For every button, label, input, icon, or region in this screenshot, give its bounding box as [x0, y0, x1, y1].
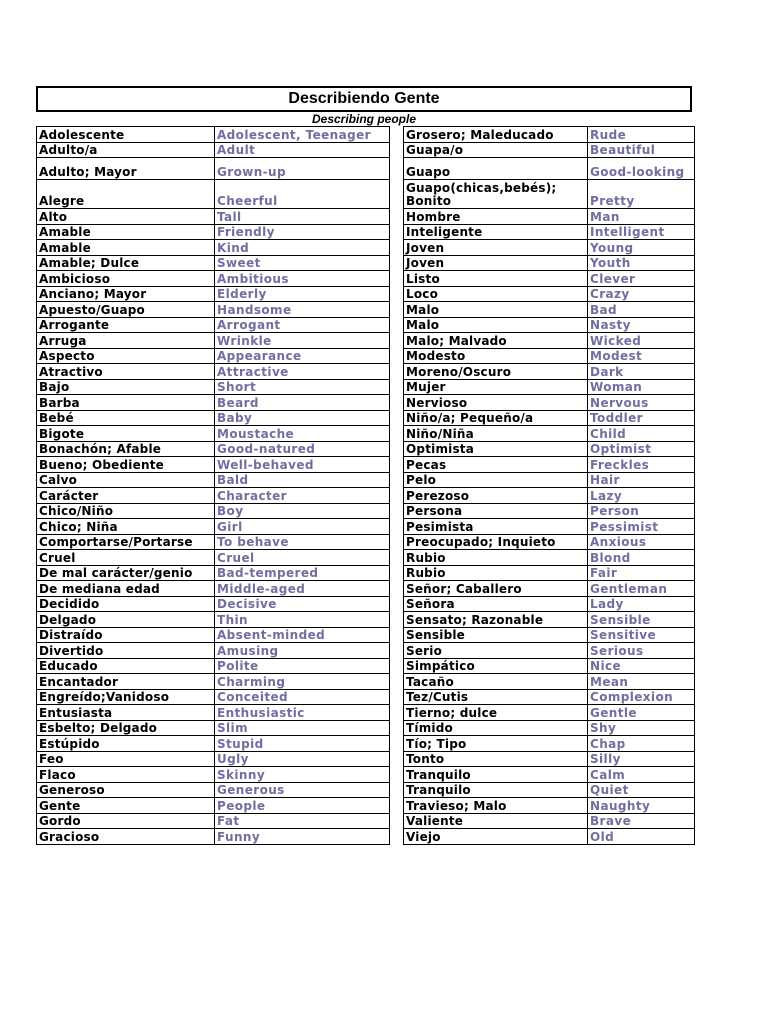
vocab-row — [37, 180, 390, 209]
english-translation: Sensible — [588, 612, 695, 628]
english-translation: Conceited — [215, 689, 390, 705]
vocab-row — [404, 240, 695, 256]
english-translation: Lady — [588, 596, 695, 612]
spanish-term: De mediana edad — [37, 581, 215, 597]
vocab-row — [37, 457, 390, 473]
vocab-row — [37, 829, 390, 845]
spanish-term: Pelo — [404, 472, 588, 488]
vocab-row — [37, 333, 390, 349]
vocab-row — [37, 581, 390, 597]
vocab-row — [404, 534, 695, 550]
vocab-row — [37, 705, 390, 721]
vocab-row — [37, 410, 390, 426]
english-translation: Man — [588, 209, 695, 225]
vocab-row — [404, 441, 695, 457]
spanish-term: Simpático — [404, 658, 588, 674]
spanish-term: Alegre — [37, 180, 215, 209]
english-translation: Friendly — [215, 224, 390, 240]
spanish-term: Serio — [404, 643, 588, 659]
vocab-row — [37, 426, 390, 442]
vocab-row — [404, 302, 695, 318]
vocab-row — [37, 286, 390, 302]
spanish-term: Amable — [37, 224, 215, 240]
english-translation: Optimist — [588, 441, 695, 457]
english-translation: Old — [588, 829, 695, 845]
english-translation: Modest — [588, 348, 695, 364]
english-translation: Complexion — [588, 689, 695, 705]
vocab-row — [37, 550, 390, 566]
english-translation: Good-looking — [588, 158, 695, 180]
spanish-term: Bebé — [37, 410, 215, 426]
english-translation: Adolescent, Teenager — [215, 127, 390, 143]
english-translation: Rude — [588, 127, 695, 143]
spanish-term: Rubio — [404, 550, 588, 566]
english-translation: Short — [215, 379, 390, 395]
spanish-term: Chico; Niña — [37, 519, 215, 535]
spanish-term: Adulto; Mayor — [37, 158, 215, 180]
spanish-term: Tierno; dulce — [404, 705, 588, 721]
english-translation: Wrinkle — [215, 333, 390, 349]
vocab-row — [37, 643, 390, 659]
english-translation: Calm — [588, 767, 695, 783]
spanish-term: Decidido — [37, 596, 215, 612]
english-translation: Blond — [588, 550, 695, 566]
spanish-term: Ambicioso — [37, 271, 215, 287]
english-translation: Enthusiastic — [215, 705, 390, 721]
vocab-row — [37, 674, 390, 690]
vocab-row — [37, 813, 390, 829]
vocab-row — [37, 503, 390, 519]
english-translation: Middle-aged — [215, 581, 390, 597]
spanish-term: Alto — [37, 209, 215, 225]
english-translation: Beard — [215, 395, 390, 411]
english-translation: Pretty — [588, 180, 695, 209]
vocab-row — [404, 689, 695, 705]
vocab-row — [404, 333, 695, 349]
vocab-row — [404, 658, 695, 674]
vocab-row — [404, 364, 695, 380]
english-translation: Decisive — [215, 596, 390, 612]
vocab-row — [404, 627, 695, 643]
spanish-term: Listo — [404, 271, 588, 287]
spanish-term: Mujer — [404, 379, 588, 395]
english-translation: Skinny — [215, 767, 390, 783]
spanish-term: Guapo — [404, 158, 588, 180]
english-translation: Clever — [588, 271, 695, 287]
english-translation: Youth — [588, 255, 695, 271]
vocab-row — [404, 736, 695, 752]
vocab-row — [37, 565, 390, 581]
english-translation: Grown-up — [215, 158, 390, 180]
vocab-row — [404, 503, 695, 519]
vocab-row — [404, 224, 695, 240]
vocab-row — [404, 286, 695, 302]
vocab-row — [37, 658, 390, 674]
spanish-term: Delgado — [37, 612, 215, 628]
english-translation: Character — [215, 488, 390, 504]
vocab-row — [37, 302, 390, 318]
english-translation: Baby — [215, 410, 390, 426]
english-translation: Adult — [215, 142, 390, 158]
english-translation: Generous — [215, 782, 390, 798]
spanish-term: Inteligente — [404, 224, 588, 240]
vocab-row — [37, 596, 390, 612]
english-translation: Slim — [215, 720, 390, 736]
vocab-row — [37, 379, 390, 395]
spanish-term: Generoso — [37, 782, 215, 798]
spanish-term: Atractivo — [37, 364, 215, 380]
spanish-term: Valiente — [404, 813, 588, 829]
vocab-row — [404, 798, 695, 814]
english-translation: Pessimist — [588, 519, 695, 535]
vocab-row — [404, 565, 695, 581]
vocab-row — [404, 612, 695, 628]
spanish-term: Bajo — [37, 379, 215, 395]
spanish-term: Sensato; Razonable — [404, 612, 588, 628]
vocab-row — [37, 689, 390, 705]
vocab-row — [37, 627, 390, 643]
english-translation: Appearance — [215, 348, 390, 364]
english-translation: Brave — [588, 813, 695, 829]
english-translation: Beautiful — [588, 142, 695, 158]
vocab-row — [404, 271, 695, 287]
spanish-term: Feo — [37, 751, 215, 767]
spanish-term: Hombre — [404, 209, 588, 225]
english-translation: Toddler — [588, 410, 695, 426]
spanish-term: Flaco — [37, 767, 215, 783]
spanish-term: Guapo(chicas,bebés); Bonito — [404, 180, 588, 209]
page-subtitle: Describing people — [311, 112, 417, 126]
vocab-row — [37, 767, 390, 783]
english-translation: Amusing — [215, 643, 390, 659]
spanish-term: Niño/a; Pequeño/a — [404, 410, 588, 426]
spanish-term: Distraído — [37, 627, 215, 643]
english-translation: Bald — [215, 472, 390, 488]
vocab-row — [37, 127, 390, 143]
spanish-term: Tacaño — [404, 674, 588, 690]
english-translation: Anxious — [588, 534, 695, 550]
spanish-term: Calvo — [37, 472, 215, 488]
page-title: Describiendo Gente — [36, 86, 692, 112]
vocab-row — [404, 519, 695, 535]
spanish-term: Tímido — [404, 720, 588, 736]
vocab-row — [37, 798, 390, 814]
english-translation: Thin — [215, 612, 390, 628]
vocab-row — [404, 550, 695, 566]
spanish-term: Tonto — [404, 751, 588, 767]
english-translation: Child — [588, 426, 695, 442]
spanish-term: Comportarse/Portarse — [37, 534, 215, 550]
vocab-row — [404, 720, 695, 736]
vocab-row — [404, 395, 695, 411]
english-translation: Mean — [588, 674, 695, 690]
english-translation: Polite — [215, 658, 390, 674]
spanish-term: Malo — [404, 302, 588, 318]
spanish-term: Moreno/Oscuro — [404, 364, 588, 380]
vocab-row — [404, 674, 695, 690]
english-translation: To behave — [215, 534, 390, 550]
spanish-term: Barba — [37, 395, 215, 411]
vocab-row — [404, 127, 695, 143]
spanish-term: Amable; Dulce — [37, 255, 215, 271]
spanish-term: Optimista — [404, 441, 588, 457]
vocab-row — [37, 240, 390, 256]
spanish-term: Anciano; Mayor — [37, 286, 215, 302]
vocab-row — [404, 426, 695, 442]
spanish-term: Guapa/o — [404, 142, 588, 158]
english-translation: Serious — [588, 643, 695, 659]
english-translation: Wicked — [588, 333, 695, 349]
english-translation: Hair — [588, 472, 695, 488]
english-translation: Person — [588, 503, 695, 519]
spanish-term: Viejo — [404, 829, 588, 845]
vocab-row — [37, 142, 390, 158]
spanish-term: Apuesto/Guapo — [37, 302, 215, 318]
vocab-row — [37, 519, 390, 535]
spanish-term: Rubio — [404, 565, 588, 581]
english-translation: Ugly — [215, 751, 390, 767]
english-translation: Kind — [215, 240, 390, 256]
english-translation: Attractive — [215, 364, 390, 380]
spanish-term: Entusiasta — [37, 705, 215, 721]
vocab-row — [404, 142, 695, 158]
spanish-term: Encantador — [37, 674, 215, 690]
vocab-row — [404, 581, 695, 597]
vocab-row — [404, 472, 695, 488]
vocab-row — [37, 782, 390, 798]
spanish-term: De mal carácter/genio — [37, 565, 215, 581]
spanish-term: Pecas — [404, 457, 588, 473]
spanish-term: Preocupado; Inquieto — [404, 534, 588, 550]
vocab-row — [404, 488, 695, 504]
spanish-term: Engreído;Vanidoso — [37, 689, 215, 705]
vocab-row — [404, 813, 695, 829]
vocab-row — [37, 612, 390, 628]
spanish-term: Gracioso — [37, 829, 215, 845]
english-translation: Cruel — [215, 550, 390, 566]
vocab-row — [404, 643, 695, 659]
spanish-term: Gente — [37, 798, 215, 814]
english-translation: Quiet — [588, 782, 695, 798]
english-translation: Funny — [215, 829, 390, 845]
spanish-term: Educado — [37, 658, 215, 674]
english-translation: Good-natured — [215, 441, 390, 457]
spanish-term: Tranquilo — [404, 767, 588, 783]
spanish-term: Arrogante — [37, 317, 215, 333]
english-translation: Sensitive — [588, 627, 695, 643]
english-translation: Moustache — [215, 426, 390, 442]
vocab-row — [37, 395, 390, 411]
left-vocabulary-table — [36, 126, 390, 845]
vocab-row — [404, 209, 695, 225]
english-translation: Charming — [215, 674, 390, 690]
english-translation: Fat — [215, 813, 390, 829]
vocab-row — [404, 317, 695, 333]
vocab-row — [37, 348, 390, 364]
spanish-term: Señor; Caballero — [404, 581, 588, 597]
spanish-term: Cruel — [37, 550, 215, 566]
spanish-term: Gordo — [37, 813, 215, 829]
spanish-term: Malo — [404, 317, 588, 333]
english-translation: People — [215, 798, 390, 814]
english-translation: Handsome — [215, 302, 390, 318]
vocab-row — [37, 271, 390, 287]
spanish-term: Adolescente — [37, 127, 215, 143]
vocab-row — [404, 379, 695, 395]
spanish-term: Aspecto — [37, 348, 215, 364]
vocab-row — [37, 720, 390, 736]
english-translation: Nervous — [588, 395, 695, 411]
vocab-row — [404, 596, 695, 612]
english-translation: Cheerful — [215, 180, 390, 209]
english-translation: Girl — [215, 519, 390, 535]
english-translation: Fair — [588, 565, 695, 581]
spanish-term: Persona — [404, 503, 588, 519]
english-translation: Nice — [588, 658, 695, 674]
vocab-row — [404, 255, 695, 271]
vocab-row — [37, 488, 390, 504]
english-translation: Bad — [588, 302, 695, 318]
spanish-term: Modesto — [404, 348, 588, 364]
english-translation: Absent-minded — [215, 627, 390, 643]
vocab-row — [37, 209, 390, 225]
vocab-row — [37, 751, 390, 767]
english-translation: Well-behaved — [215, 457, 390, 473]
english-translation: Gentleman — [588, 581, 695, 597]
vocab-row — [404, 457, 695, 473]
english-translation: Freckles — [588, 457, 695, 473]
vocab-row — [404, 767, 695, 783]
english-translation: Ambitious — [215, 271, 390, 287]
spanish-term: Esbelto; Delgado — [37, 720, 215, 736]
spanish-term: Malo; Malvado — [404, 333, 588, 349]
spanish-term: Estúpido — [37, 736, 215, 752]
vocab-row — [37, 441, 390, 457]
vocab-row — [37, 158, 390, 180]
spanish-term: Bueno; Obediente — [37, 457, 215, 473]
vocab-row — [37, 472, 390, 488]
vocab-row — [404, 158, 695, 180]
spanish-term: Tez/Cutis — [404, 689, 588, 705]
vocab-row — [37, 534, 390, 550]
english-translation: Naughty — [588, 798, 695, 814]
right-vocabulary-table — [403, 126, 695, 845]
vocab-row — [404, 751, 695, 767]
vocab-row — [37, 255, 390, 271]
vocab-row — [404, 180, 695, 209]
english-translation: Crazy — [588, 286, 695, 302]
vocab-row — [404, 829, 695, 845]
vocab-row — [404, 782, 695, 798]
spanish-term: Adulto/a — [37, 142, 215, 158]
spanish-term: Divertido — [37, 643, 215, 659]
spanish-term: Travieso; Malo — [404, 798, 588, 814]
english-translation: Silly — [588, 751, 695, 767]
vocab-row — [404, 348, 695, 364]
english-translation: Nasty — [588, 317, 695, 333]
spanish-term: Tío; Tipo — [404, 736, 588, 752]
vocab-row — [404, 705, 695, 721]
spanish-term: Niño/Niña — [404, 426, 588, 442]
english-translation: Chap — [588, 736, 695, 752]
spanish-term: Bigote — [37, 426, 215, 442]
spanish-term: Joven — [404, 255, 588, 271]
english-translation: Lazy — [588, 488, 695, 504]
english-translation: Bad-tempered — [215, 565, 390, 581]
spanish-term: Pesimista — [404, 519, 588, 535]
spanish-term: Chico/Niño — [37, 503, 215, 519]
english-translation: Stupid — [215, 736, 390, 752]
english-translation: Intelligent — [588, 224, 695, 240]
english-translation: Boy — [215, 503, 390, 519]
english-translation: Young — [588, 240, 695, 256]
spanish-term: Señora — [404, 596, 588, 612]
vocab-row — [37, 224, 390, 240]
spanish-term: Sensible — [404, 627, 588, 643]
vocab-row — [37, 317, 390, 333]
spanish-term: Carácter — [37, 488, 215, 504]
english-translation: Dark — [588, 364, 695, 380]
english-translation: Sweet — [215, 255, 390, 271]
english-translation: Shy — [588, 720, 695, 736]
english-translation: Gentle — [588, 705, 695, 721]
vocab-row — [37, 364, 390, 380]
english-translation: Arrogant — [215, 317, 390, 333]
spanish-term: Nervioso — [404, 395, 588, 411]
vocab-row — [404, 410, 695, 426]
spanish-term: Perezoso — [404, 488, 588, 504]
english-translation: Elderly — [215, 286, 390, 302]
spanish-term: Tranquilo — [404, 782, 588, 798]
english-translation: Woman — [588, 379, 695, 395]
spanish-term: Arruga — [37, 333, 215, 349]
spanish-term: Amable — [37, 240, 215, 256]
english-translation: Tall — [215, 209, 390, 225]
spanish-term: Joven — [404, 240, 588, 256]
spanish-term: Loco — [404, 286, 588, 302]
vocab-row — [37, 736, 390, 752]
spanish-term: Bonachón; Afable — [37, 441, 215, 457]
spanish-term: Grosero; Maleducado — [404, 127, 588, 143]
